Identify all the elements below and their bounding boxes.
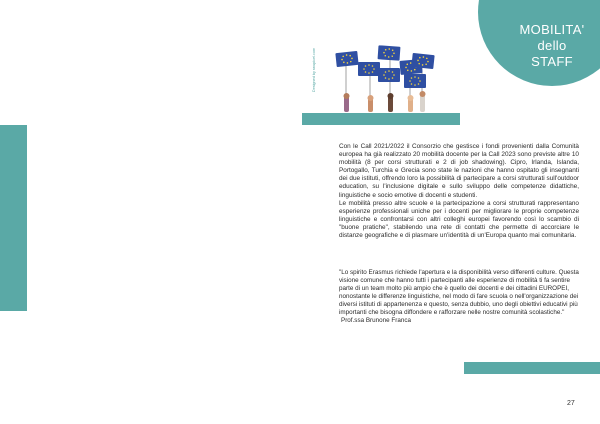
- title-line-3: STAFF: [531, 54, 573, 69]
- bottom-accent-bar: [464, 362, 600, 374]
- title-line-2: dello: [537, 38, 567, 53]
- quote-author: Prof.ssa Brunone Franca: [341, 317, 412, 324]
- body-paragraph-2: Le mobilità presso altre scuole e la partecipazione a corsi strutturati rappresentano esperienze professionali uniche per i docenti per migliorare le proprie competenze linguistiche e confrontarsi con altri colleghi europei favorendo così lo scambio di "buone pratiche", stabilendo una rete di contatti che permette di accorciare le distanze geografiche e di plasmare un'identità di un'Europa quanto mai comunitaria.: [339, 199, 579, 240]
- eu-flags-image: [318, 38, 446, 114]
- illustration-credit: Designed by rawpixel.com: [312, 47, 317, 93]
- title-line-1: MOBILITA': [519, 22, 585, 37]
- eu-flags-illustration: [312, 38, 446, 114]
- page-number: 27: [567, 400, 575, 407]
- left-accent-bar: [0, 125, 27, 311]
- article-body: [339, 143, 579, 240]
- body-paragraph-1: Con le Call 2021/2022 il Consorzio che gestisce i fondi provenienti dalla Comunità europea ha già realizzato 20 mobilità docente per la Call 2023 sono previste altre 10 mobilità (8 per corsi strutturati e 2 di job shadowing). Cipro, Irlanda, Islanda, Portogallo, Turchia e Grecia sono state le nazioni che hanno ospitato gli insegnanti dei due istituti, offrendo loro la possibilità di partecipare a corsi strutturati sull'outdoor education, su l'inclusione digitale e sullo sviluppo delle competenze didattiche, linguistiche e socio emotive di docenti e studenti.: [339, 143, 579, 199]
- title-circle: [478, 0, 600, 86]
- top-accent-bar: [302, 113, 460, 125]
- testimonial-quote: [339, 269, 579, 325]
- quote-text: "Lo spirito Erasmus richiede l'apertura e la disponibilità verso differenti culture. Questa visione comune che hanno tutti i partecipanti alle esperienze di mobilità ti fa sentire parte di un team molto più ampio che è quello dei docenti e dei cittadini EUROPEI, nonostante le differenze linguistiche, nel modo di fare scuola o nell'organizzazione dei diversi istituti di appartenenza e questo, senza dubbio, uno degli obiettivi educativi più importanti che bisogna diffondere e rafforzare nelle nostre comunità scolastiche.": [339, 269, 579, 316]
